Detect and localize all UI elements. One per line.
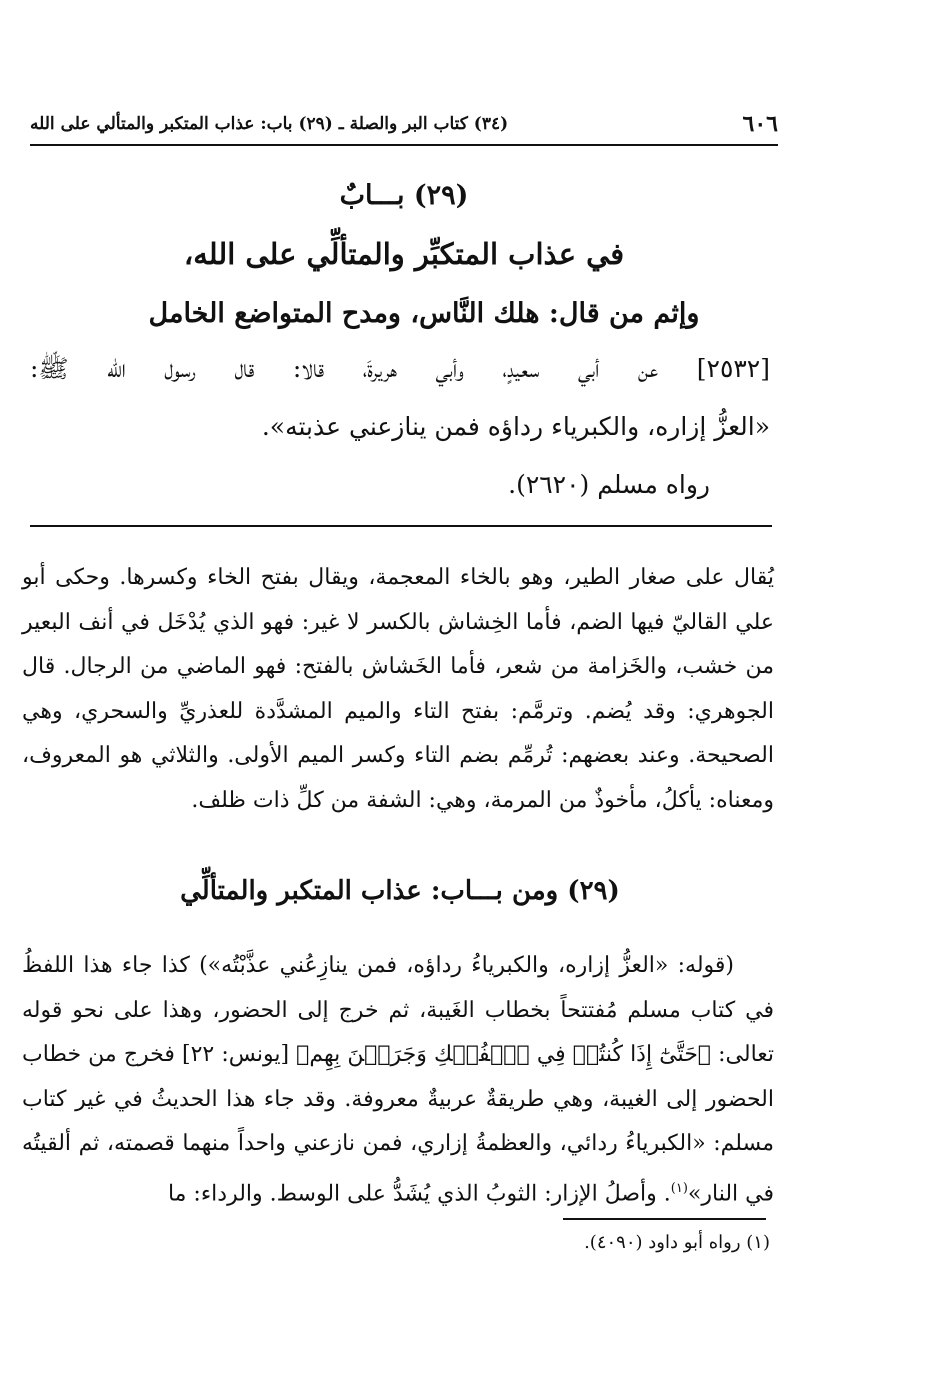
- explanation-text-2: . وأصلُ الإزار: الثوبُ الذي يُشَدُّ على الوسط. والرداء: ما: [167, 1180, 671, 1206]
- page-number: ٦٠٦: [742, 111, 778, 137]
- chapter-title-line-1: في عذاب المتكبِّر والمتألِّي على الله،: [183, 237, 625, 271]
- running-title: (٣٤) كتاب البر والصلة ـ (٢٩) باب: عذاب المتكبر والمتألي على الله: [30, 114, 509, 134]
- hadith-text: [30, 340, 770, 514]
- explanation-block: [22, 944, 774, 1216]
- commentary-paragraph: يُقال على صغار الطير، وهو بالخاء المعجمة، ويقال بفتح الخاء وكسرها. وحكى أبو علي القاليّ فيها الضم، فأما الخِشاش بالكسر لا غير: فهو الذي يُدْخَل في أنف البعير من خشب، والخَزامة من شعر، فأما الخَشاش بالفتح: فهو الماضي من الرجال. قال الجوهري: وقد يُضم. وترمَّم: بفتح التاء والميم المشدَّدة للعذريِّ والسحري، وهي الصحيحة. وعند بعضهم: تُرمِّم بضم التاء وكسر الميم الأولى. والثلاثي هو المعروف، ومعناه: يأكلُ، مأخوذٌ من المرمة، وهي: الشفة من كلِّ ذات ظلف.: [22, 565, 774, 813]
- explanation-text-1: (قوله: «العزُّ إزاره، والكبرياءُ رداؤه، فمن ينازِعُني عذَّبْتُه») كذا جاء هذا اللفظُ في كتاب مسلم مُفتتحاً بخطاب الغَيبة، ثم خرج إلى الحضور، وهذا على نحو قوله تعالى: ﴿حَتَّىٰٓ إِذَا كُنتُمۡ فِي ٱلۡفُلۡكِ وَجَرَيۡنَ بِهِم﴾ [يونس: ٢٢] فخرج من خطاب الحضور إلى الغيبة، وهي طريقةٌ عربيةٌ معروفة. وقد جاء هذا الحديثُ في غير كتاب مسلم: «الكبرياءُ ردائي، والعظمةُ إزاري، فمن نازعني واحداً منهما قصمته، ثم ألقيتُه في النار»: [22, 953, 775, 1206]
- hadith-source: رواه مسلم (٢٦٢٠).: [508, 470, 710, 499]
- explanation-paragraph: [22, 944, 774, 1216]
- chapter-number: (٢٩) بـــابٌ: [339, 180, 469, 211]
- footnote: (١) رواه أبو داود (٤٠٩٠).: [584, 1232, 770, 1253]
- chapter-title-block: [30, 168, 778, 344]
- section-heading: (٢٩) ومن بـــاب: عذاب المتكبر والمتألِّي: [180, 876, 620, 906]
- footnote-reference[interactable]: (١): [670, 1180, 688, 1196]
- hadith-isnad: [٢٥٣٢] عن أبي سعيدٍ، وأبي هريرةَ، قالا: قال رسول الله ﷺ:: [30, 354, 770, 383]
- page-header: [30, 104, 778, 146]
- section-divider: [30, 525, 772, 527]
- hadith-matn: «العزُّ إزاره، والكبرياء رداؤه فمن ينازعني عذبته».: [261, 412, 770, 441]
- chapter-title-line-2: وإثم من قال: هلك النَّاس، ومدح المتواضع الخامل: [148, 298, 700, 329]
- commentary-block: [22, 556, 774, 823]
- footnote-divider: [563, 1218, 766, 1220]
